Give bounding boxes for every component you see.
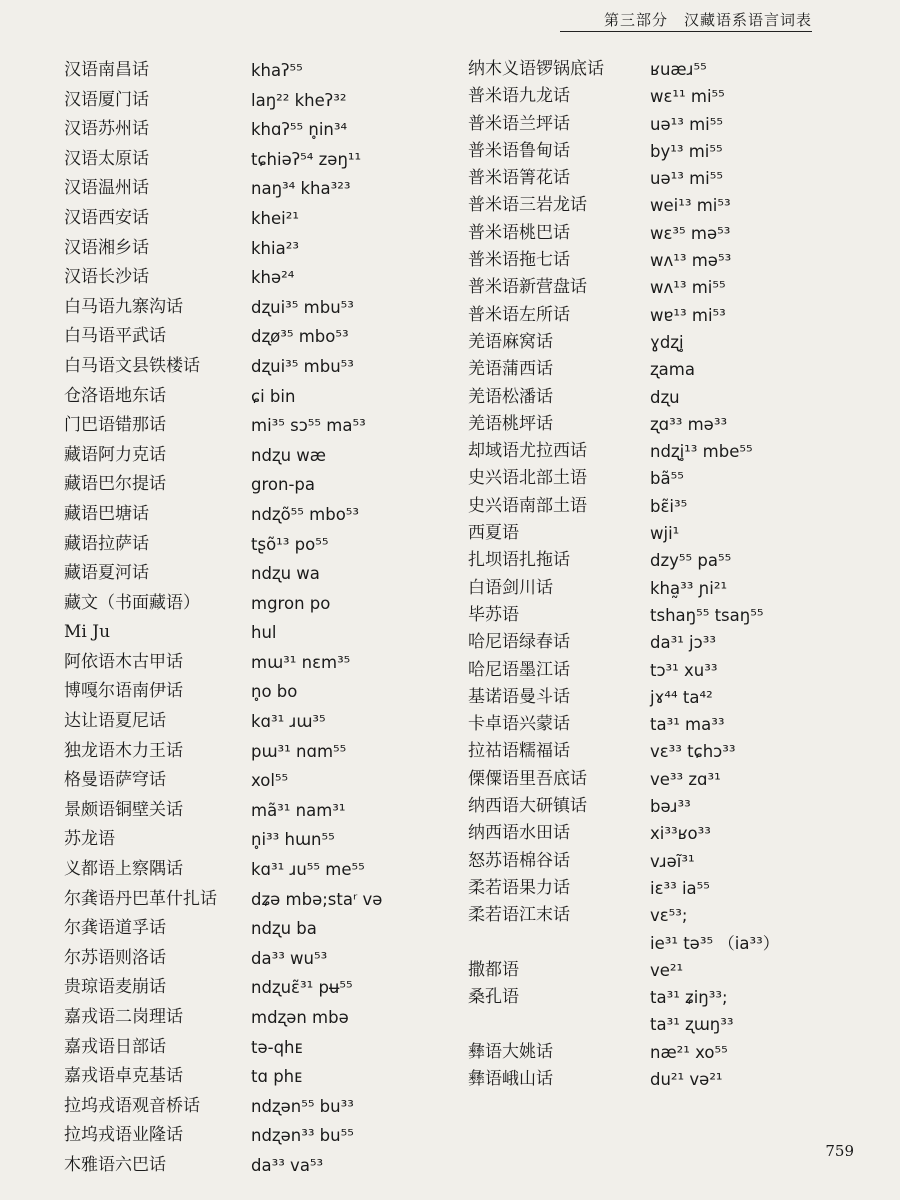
word-entry-row [468, 1066, 828, 1093]
word-entry-row [64, 411, 454, 441]
language-name: 格曼语萨穹话 [64, 770, 166, 791]
language-name: 羌语麻窝话 [468, 331, 553, 352]
language-name: 汉语厦门话 [64, 89, 149, 110]
word-form: khaʔ⁵⁵ [251, 61, 303, 80]
word-entry-row [64, 441, 454, 471]
word-form: ndʐən³³ bu⁵⁵ [251, 1126, 354, 1146]
word-form: tʂõ¹³ po⁵⁵ [251, 534, 329, 554]
word-form: n̥i³³ hɯn⁵⁵ [251, 830, 335, 850]
word-entry-row [468, 493, 828, 520]
word-entry-row [64, 885, 454, 915]
language-name: 哈尼语墨江话 [468, 659, 570, 680]
word-entry-row [64, 352, 454, 382]
language-name: 撒都语 [468, 959, 519, 980]
language-name: 达让语夏尼话 [64, 711, 166, 732]
language-name: 史兴语北部土语 [468, 468, 587, 489]
word-entry-row [64, 86, 454, 116]
language-name: 哈尼语绿春话 [468, 632, 570, 653]
word-form: naŋ³⁴ kha³²³ [251, 179, 351, 199]
word-entry-row [64, 766, 454, 796]
language-name: 羌语蒲西话 [468, 359, 553, 380]
word-form: wɛ³⁵ mə⁵³ [650, 223, 731, 243]
word-entry-row [468, 138, 828, 165]
word-entry-row [64, 589, 454, 619]
word-form: wei¹³ mi⁵³ [650, 196, 731, 216]
word-form: khei²¹ [251, 208, 299, 228]
language-name: 彝语大姚话 [468, 1041, 553, 1062]
word-entry-row [468, 848, 828, 875]
language-name: Mi Ju [64, 622, 111, 643]
word-entry-row [64, 470, 454, 500]
word-entry-row [64, 263, 454, 293]
language-name: 藏语巴尔提话 [64, 474, 166, 495]
word-entry-row [468, 83, 828, 110]
word-form: kɑ³¹ ɹu⁵⁵ me⁵⁵ [251, 860, 365, 880]
word-form: khia²³ [251, 238, 299, 258]
word-form: dʑə mbə;staʳ və [251, 889, 383, 909]
word-form: tshaŋ⁵⁵ tsaŋ⁵⁵ [650, 605, 764, 625]
word-form: ndʐu wæ [251, 445, 326, 465]
language-name: 藏语阿力克话 [64, 444, 166, 465]
word-entry-row [64, 559, 454, 589]
language-name: 却域语尤拉西话 [468, 441, 587, 462]
word-entry-row [64, 115, 454, 145]
language-name: 普米语箐花话 [468, 168, 570, 189]
word-entry-row [64, 1062, 454, 1092]
word-form: wji¹ [650, 524, 680, 544]
right-column [468, 56, 828, 1093]
language-name: 阿依语木古甲话 [64, 651, 183, 672]
word-entry-row [64, 234, 454, 264]
word-entry-row [64, 204, 454, 234]
word-form: dʐui³⁵ mbu⁵³ [251, 356, 354, 376]
language-name: 傈僳语里吾底话 [468, 768, 587, 789]
word-form: bɛ̃i³⁵ [650, 496, 688, 516]
word-entry-row [468, 547, 828, 574]
language-name: 苏龙语 [64, 829, 115, 850]
word-entry-row [468, 629, 828, 656]
language-name: 普米语九龙话 [468, 86, 570, 107]
language-name: 仓洛语地东话 [64, 385, 166, 406]
word-form: wɛ¹¹ mi⁵⁵ [650, 87, 725, 107]
left-column [64, 56, 454, 1181]
word-form: mdʐən mbə [251, 1008, 349, 1027]
language-name: 卡卓语兴蒙话 [468, 714, 570, 735]
language-name: 尔龚语丹巴革什扎话 [64, 888, 217, 909]
language-name: 纳西语水田话 [468, 823, 570, 844]
word-form: kha̰³³ ɲi²¹ [650, 578, 728, 598]
word-form: bã⁵⁵ [650, 469, 684, 489]
word-form: vɹəĩ³¹ [650, 851, 695, 871]
language-name: 藏语巴塘话 [64, 503, 149, 524]
word-entry-row [468, 711, 828, 738]
word-form: khɑʔ⁵⁵ n̥in³⁴ [251, 120, 348, 140]
language-name: 普米语兰坪话 [468, 113, 570, 134]
language-name: 普米语鲁甸话 [468, 140, 570, 161]
word-entry-row [468, 411, 828, 438]
word-form: ndʐuɛ̃³¹ pʉ⁵⁵ [251, 978, 353, 998]
language-name: 彝语峨山话 [468, 1068, 553, 1089]
word-entry-row [64, 677, 454, 707]
word-form: by¹³ mi⁵⁵ [650, 141, 723, 161]
language-name: 木雅语六巴话 [64, 1154, 166, 1175]
language-name: 景颇语铜壁关话 [64, 799, 183, 820]
word-form: iɛ³³ ia⁵⁵ [650, 878, 710, 898]
language-name: 普米语拖七话 [468, 250, 570, 271]
word-form: ɕi bin [251, 386, 296, 406]
word-entry-row [64, 1151, 454, 1181]
word-form: wʌ¹³ mə⁵³ [650, 251, 732, 271]
language-name: 拉坞戎语业隆话 [64, 1125, 183, 1146]
language-name: 毕苏语 [468, 604, 519, 625]
language-name: 扎坝语扎拖话 [468, 550, 570, 571]
word-form: ve³³ zɑ³¹ [650, 769, 721, 789]
word-form: uə¹³ mi⁵⁵ [650, 114, 723, 134]
word-entry-row [64, 1003, 454, 1033]
language-name: 门巴语错那话 [64, 415, 166, 436]
language-name: 汉语长沙话 [64, 267, 149, 288]
word-entry-row [468, 384, 828, 411]
language-name: 白马语平武话 [64, 326, 166, 347]
running-header [0, 0, 900, 40]
page-number: 759 [825, 1142, 854, 1160]
word-form: mgron po [251, 593, 331, 613]
language-name: 普米语左所话 [468, 304, 570, 325]
language-name: 汉语太原话 [64, 148, 149, 169]
word-entry-row [64, 944, 454, 974]
language-name: 柔若语果力话 [468, 877, 570, 898]
word-entry-row [468, 220, 828, 247]
word-entry-row [64, 530, 454, 560]
word-entry-row [468, 793, 828, 820]
language-name: 普米语桃巴话 [468, 222, 570, 243]
word-entry-row [468, 111, 828, 138]
word-entry-row [64, 618, 454, 648]
word-form: ie³¹ tə³⁵ （ia³³） [650, 933, 780, 953]
word-entry-row [468, 738, 828, 765]
word-form: khə²⁴ [251, 268, 295, 288]
word-form: mã³¹ nam³¹ [251, 800, 346, 820]
word-form: ʐɑ³³ mə³³ [650, 414, 728, 434]
word-entry-row [468, 356, 828, 383]
word-entry-row [468, 192, 828, 219]
word-entry-row [468, 575, 828, 602]
language-name: 桑孔语 [468, 987, 519, 1008]
language-name: 嘉戎语卓克基话 [64, 1066, 183, 1087]
word-entry-row [468, 247, 828, 274]
word-form: dzy⁵⁵ pa⁵⁵ [650, 551, 732, 571]
word-entry-row [64, 322, 454, 352]
word-form: jɤ⁴⁴ ta⁴² [650, 687, 713, 707]
word-entry-row [64, 707, 454, 737]
word-entry-row [64, 796, 454, 826]
language-name: 汉语苏州话 [64, 119, 149, 140]
word-form: n̥o bo [251, 682, 298, 702]
header-title: 第三部分 汉藏语系语言词表 [603, 11, 812, 29]
word-form: xi³³ʁo³³ [650, 824, 711, 844]
word-entry-row [468, 302, 828, 329]
language-name: 尔苏语则洛话 [64, 947, 166, 968]
word-entry-row [64, 973, 454, 1003]
language-name: 史兴语南部土语 [468, 495, 587, 516]
word-entry-row [468, 930, 828, 957]
word-entry-row [468, 684, 828, 711]
language-name: 汉语西安话 [64, 207, 149, 228]
word-entry-row [468, 329, 828, 356]
language-name: 汉语湘乡话 [64, 237, 149, 258]
word-entry-row [468, 1011, 828, 1038]
word-form: mi³⁵ sɔ⁵⁵ ma⁵³ [251, 416, 366, 436]
language-name: 嘉戎语日部话 [64, 1036, 166, 1057]
word-form: ta³¹ ma³³ [650, 715, 725, 735]
word-form: xol⁵⁵ [251, 771, 289, 791]
language-name: 嘉戎语二岗理话 [64, 1007, 183, 1027]
word-form: ndʐu wa [251, 564, 320, 584]
language-name: 羌语松潘话 [468, 386, 553, 407]
word-entry-row [64, 500, 454, 530]
word-entry-row [468, 902, 828, 929]
language-name: 拉祜语糯福话 [468, 741, 570, 762]
word-form: ndʐõ⁵⁵ mbo⁵³ [251, 504, 360, 524]
word-form: dʐui³⁵ mbu⁵³ [251, 297, 354, 317]
language-name: 纳西语大研镇话 [468, 796, 587, 817]
language-name: 怒苏语棉谷话 [468, 850, 570, 871]
word-entry-row [64, 293, 454, 323]
word-entry-row [64, 855, 454, 885]
word-form: næ²¹ xo⁵⁵ [650, 1042, 728, 1062]
word-form: tə-qhᴇ [251, 1037, 303, 1057]
language-name: 白马语文县铁楼话 [64, 355, 200, 376]
language-name: 白马语九寨沟话 [64, 296, 183, 317]
word-entry-row [64, 1121, 454, 1151]
word-form: tɔ³¹ xu³³ [650, 660, 718, 680]
word-form: tɕhiəʔ⁵⁴ zəŋ¹¹ [251, 149, 362, 169]
word-entry-row [468, 165, 828, 192]
word-form: uə¹³ mi⁵⁵ [650, 169, 723, 189]
word-entry-row [468, 984, 828, 1011]
language-name: 贵琼语麦崩话 [64, 977, 166, 998]
word-entry-row [468, 520, 828, 547]
language-name: 藏文（书面藏语） [64, 592, 200, 613]
word-entry-row [468, 438, 828, 465]
word-entry-row [64, 1033, 454, 1063]
word-form: da³³ va⁵³ [251, 1155, 324, 1175]
word-form: wʌ¹³ mi⁵⁵ [650, 278, 726, 298]
word-form: ta³¹ ʐɯŋ³³ [650, 1015, 734, 1035]
word-form: kɑ³¹ ɹɯ³⁵ [251, 712, 326, 732]
word-entry-row [468, 820, 828, 847]
word-form: du²¹ və²¹ [650, 1069, 723, 1089]
word-entry-row [468, 274, 828, 301]
word-form: ve²¹ [650, 960, 684, 980]
word-entry-row [64, 825, 454, 855]
word-form: vɛ³³ tɕhɔ³³ [650, 742, 736, 762]
word-entry-row [64, 914, 454, 944]
word-entry-row [64, 145, 454, 175]
header-rule [560, 31, 812, 32]
word-form: da³³ wu⁵³ [251, 948, 328, 968]
word-form: bəɹ³³ [650, 797, 691, 817]
word-entry-row [64, 737, 454, 767]
word-entry-row [64, 1092, 454, 1122]
word-form: ta³¹ ʑiŋ³³; [650, 988, 728, 1008]
word-form: dʐø³⁵ mbo⁵³ [251, 327, 349, 347]
word-entry-row [64, 56, 454, 86]
word-entry-row [64, 174, 454, 204]
word-entry-row [468, 657, 828, 684]
language-name: 西夏语 [468, 523, 519, 544]
word-entry-row [468, 465, 828, 492]
language-name: 尔龚语道孚话 [64, 918, 166, 939]
language-name: 汉语南昌话 [64, 60, 149, 80]
language-name: 柔若语江末话 [468, 905, 570, 926]
word-form: wɐ¹³ mi⁵³ [650, 305, 726, 325]
word-entry-row [468, 957, 828, 984]
language-name: 藏语拉萨话 [64, 533, 149, 554]
word-form: laŋ²² kheʔ³² [251, 90, 347, 110]
word-entry-row [468, 875, 828, 902]
language-name: 博嘎尔语南伊话 [64, 681, 183, 702]
word-form: ndʐi̥¹³ mbe⁵⁵ [650, 442, 753, 462]
language-name: 拉坞戎语观音桥话 [64, 1095, 200, 1116]
language-name: 义都语上察隅话 [64, 859, 183, 880]
word-entry-row [64, 648, 454, 678]
word-form: da³¹ jɔ³³ [650, 633, 716, 653]
word-form: tɑ phᴇ [251, 1067, 303, 1087]
language-name: 汉语温州话 [64, 178, 149, 199]
word-form: ɣdʐi̥ [650, 332, 684, 352]
language-name: 白语剑川话 [468, 577, 553, 598]
word-entry-row [64, 382, 454, 412]
language-name: 独龙语木力王话 [64, 740, 183, 761]
word-form: ndʐən⁵⁵ bu³³ [251, 1096, 354, 1116]
language-name: 羌语桃坪话 [468, 413, 553, 434]
word-form: ʁuæɹ⁵⁵ [650, 60, 707, 79]
word-form: ndʐu ba [251, 919, 317, 939]
word-entry-row [468, 1039, 828, 1066]
language-name: 藏语夏河话 [64, 563, 149, 584]
word-entry-row [468, 56, 828, 83]
word-entry-row [468, 766, 828, 793]
word-form: mɯ³¹ nɛm³⁵ [251, 652, 351, 672]
word-entry-row [468, 602, 828, 629]
language-name: 普米语三岩龙话 [468, 195, 587, 216]
language-name: 纳木义语锣锅底话 [468, 59, 604, 79]
word-form: gron-pa [251, 475, 315, 495]
language-name: 基诺语曼斗话 [468, 686, 570, 707]
word-form: dʐu [650, 387, 680, 407]
language-name: 普米语新营盘话 [468, 277, 587, 298]
word-form: pɯ³¹ nɑm⁵⁵ [251, 741, 347, 761]
word-form: vɛ⁵³; [650, 906, 688, 926]
word-form: ʐama [650, 360, 695, 380]
word-form: hul [251, 623, 277, 643]
